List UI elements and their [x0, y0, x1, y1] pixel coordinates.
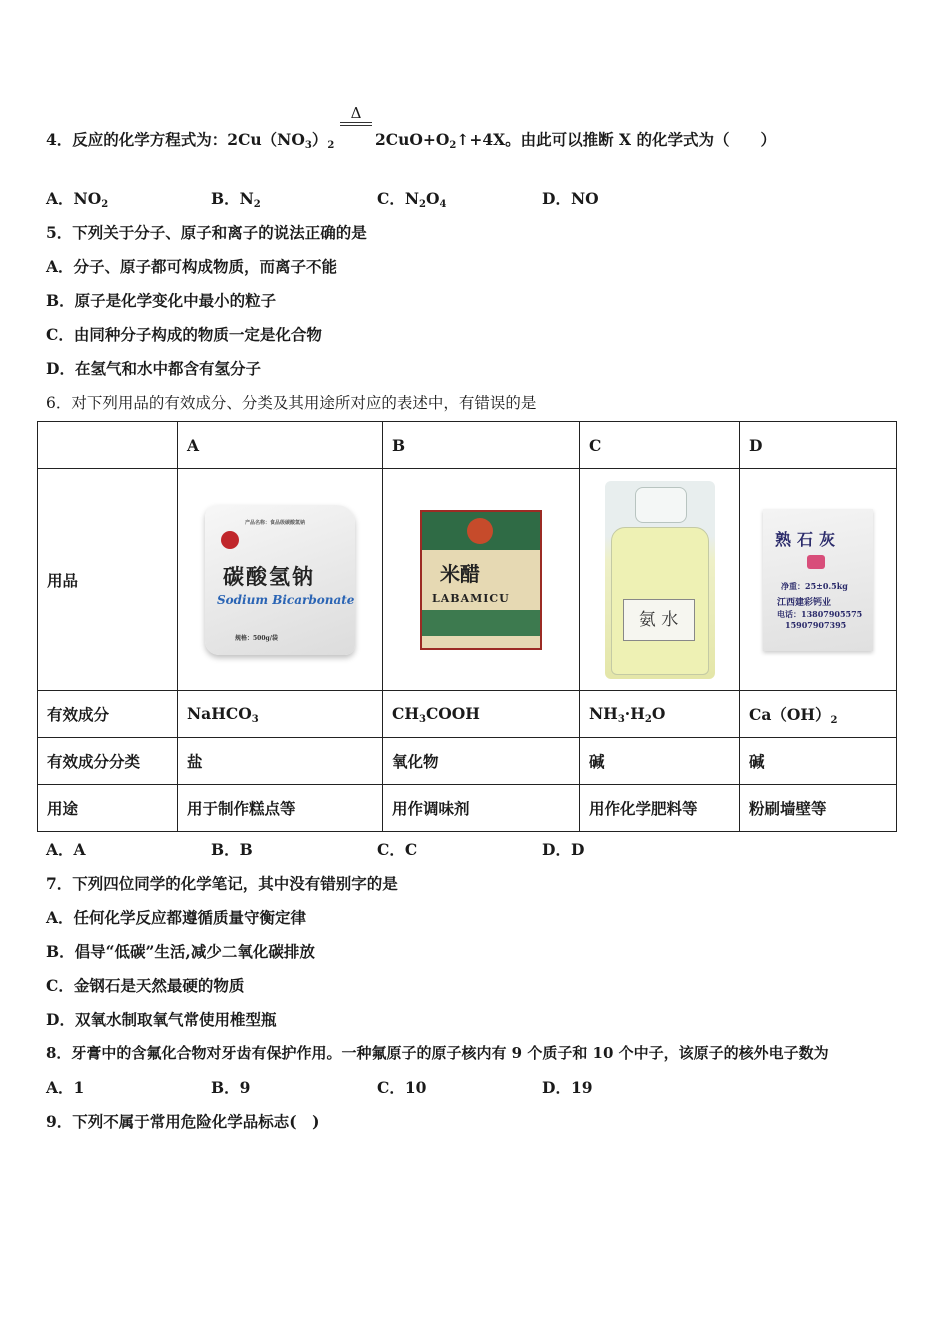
- q8-option-c: C．10: [377, 1078, 427, 1097]
- q5-option-a: A．分子、原子都可构成物质，而离子不能: [46, 257, 338, 276]
- q4-option-c-sub: 4: [439, 199, 447, 210]
- table-header-c: C: [580, 422, 740, 469]
- table-row-product: [38, 469, 897, 691]
- formula-sub: 3: [251, 713, 259, 725]
- table-header-b: B: [383, 422, 580, 469]
- q4-option-a-text: A．NO: [46, 189, 102, 208]
- q4-stem-sub: 2: [327, 140, 335, 151]
- vinegar-chinese-label: 米醋: [440, 561, 480, 586]
- formula-sub: 3: [418, 713, 426, 725]
- q4-option-a: [46, 187, 108, 210]
- q6-option-a: A．A: [46, 840, 86, 859]
- rice-vinegar-label-image: [420, 510, 542, 650]
- q8-option-b: B．9: [211, 1078, 251, 1097]
- q4-option-d: D．NO: [542, 189, 599, 208]
- q4-stem-part: ）: [311, 130, 328, 149]
- q6-table: [37, 421, 897, 832]
- ingredient-c: [580, 691, 740, 738]
- q7-option-c: C．金钢石是天然最硬的物质: [46, 976, 245, 995]
- product-cell-b: [383, 469, 580, 691]
- bottle-stopper: [635, 487, 687, 523]
- q4-condition: Δ: [350, 104, 362, 122]
- formula-text: O: [651, 703, 666, 723]
- product-cell-c: [580, 469, 740, 691]
- label-bottom-band: [422, 610, 540, 636]
- table-header-a: A: [178, 422, 383, 469]
- equation-bar-top: [340, 122, 372, 123]
- q4-stem: [46, 128, 334, 151]
- lime-company-text: 江西建彩钙业: [777, 597, 832, 608]
- q8-option-d: D．19: [542, 1078, 593, 1097]
- formula-sub: 2: [830, 714, 838, 726]
- table-row-use: [38, 785, 897, 832]
- q4-products-sub: 2: [449, 140, 457, 151]
- q8-stem: 8．牙膏中的含氟化合物对牙齿有保护作用。一种氟原子的原子核内有 9 个质子和 10 个中子，该原子的核外电子数为: [46, 1044, 829, 1062]
- lime-phone-text-2: 15907907395: [785, 619, 847, 630]
- formula-sub: 2: [644, 713, 652, 725]
- category-b: 氧化物: [383, 738, 580, 785]
- q5-option-d: D．在氢气和水中都含有氢分子: [46, 359, 261, 378]
- table-row-category: [38, 738, 897, 785]
- q4-option-b-text: B．N: [211, 189, 254, 208]
- lime-phone-text: 电话：13807905575: [777, 608, 863, 619]
- q4-products: [375, 128, 776, 151]
- q4-option-a-sub: 2: [101, 199, 109, 210]
- equation-bar-bottom: [340, 125, 372, 126]
- ingredient-a: [178, 691, 383, 738]
- table-row-ingredient: [38, 691, 897, 738]
- bag-english-label: Sodium Bicarbonate: [217, 592, 355, 607]
- q4-stem-part: 4．反应的化学方程式为：2Cu（NO: [46, 130, 305, 149]
- q4-option-c: [377, 187, 446, 210]
- baking-soda-bag-image: [205, 505, 355, 655]
- row-label-use: 用途: [38, 785, 178, 832]
- q6-option-c: C．C: [377, 840, 418, 859]
- vinegar-english-label: LABAMICU: [432, 591, 510, 605]
- formula-text: NaHCO: [187, 703, 252, 723]
- slaked-lime-bag-image: [763, 509, 873, 651]
- q5-stem: 5．下列关于分子、原子和离子的说法正确的是: [46, 223, 367, 242]
- ammonia-bottle-image: [605, 481, 715, 679]
- q5-option-c: C．由同种分子构成的物质一定是化合物: [46, 325, 322, 344]
- q7-option-b: B．倡导“低碳”生活,减少二氧化碳排放: [46, 942, 315, 961]
- formula-sub: 3: [617, 713, 625, 725]
- q7-option-d: D．双氧水制取氧气常使用椎型瓶: [46, 1010, 277, 1029]
- lime-chinese-label: 熟石灰: [775, 529, 842, 549]
- lime-logo-icon: [807, 555, 825, 569]
- row-label-product: 用品: [38, 469, 178, 691]
- formula-text: CH: [392, 703, 419, 723]
- q4-option-c-text: O: [425, 189, 440, 208]
- table-header-d: D: [740, 422, 897, 469]
- category-d: 碱: [740, 738, 897, 785]
- table-header-row: [38, 422, 897, 469]
- q4-option-c-sub: 2: [419, 199, 426, 210]
- product-cell-d: [740, 469, 897, 691]
- q5-option-b: B．原子是化学变化中最小的粒子: [46, 291, 277, 310]
- formula-text: Ca（OH）: [749, 704, 831, 724]
- brand-logo-icon: [221, 531, 239, 549]
- row-label-ingredient: 有效成分: [38, 691, 178, 738]
- formula-text: COOH: [425, 703, 480, 723]
- formula-text: NH: [589, 703, 618, 723]
- q4-products-part: ↑+4X。由此可以推断 X 的化学式为（ ）: [456, 130, 776, 149]
- lime-weight-text: 净重：25±0.5kg: [781, 580, 848, 591]
- ingredient-b: [383, 691, 580, 738]
- q4-products-part: 2CuO+O: [375, 130, 450, 149]
- category-a: 盐: [178, 738, 383, 785]
- q7-option-a: A．任何化学反应都遵循质量守衡定律: [46, 908, 307, 927]
- q6-option-d: D．D: [542, 840, 585, 859]
- row-label-category: 有效成分分类: [38, 738, 178, 785]
- q4-option-b-sub: 2: [253, 199, 261, 210]
- q4-option-b: [211, 187, 261, 210]
- use-b: 用作调味剂: [383, 785, 580, 832]
- q8-option-a: A．1: [46, 1078, 85, 1097]
- use-a: 用于制作糕点等: [178, 785, 383, 832]
- category-c: 碱: [580, 738, 740, 785]
- bottle-label: 氨 水: [623, 599, 695, 641]
- q4-option-c-text: C．N: [377, 189, 420, 208]
- q9-stem: 9．下列不属于常用危险化学品标志( ): [46, 1112, 320, 1131]
- q7-stem: 7．下列四位同学的化学笔记，其中没有错别字的是: [46, 874, 398, 893]
- q4-stem-sub: 3: [304, 140, 312, 151]
- bag-weight-text: 规格：500g/袋: [235, 634, 278, 642]
- product-cell-a: [178, 469, 383, 691]
- q6-option-b: B．B: [211, 840, 253, 859]
- label-emblem-icon: [467, 518, 493, 544]
- ingredient-d: [740, 691, 897, 738]
- formula-text: ·H: [624, 703, 645, 723]
- q6-stem: 6．对下列用品的有效成分、分类及其用途所对应的表述中，有错误的是: [46, 394, 537, 412]
- bag-small-text: 产品名称：食品级碳酸氢钠: [245, 519, 306, 526]
- label-top-band: [422, 512, 540, 550]
- table-corner-cell: [38, 422, 178, 469]
- use-d: 粉刷墙壁等: [740, 785, 897, 832]
- bag-chinese-label: 碳酸氢钠: [223, 563, 315, 589]
- use-c: 用作化学肥料等: [580, 785, 740, 832]
